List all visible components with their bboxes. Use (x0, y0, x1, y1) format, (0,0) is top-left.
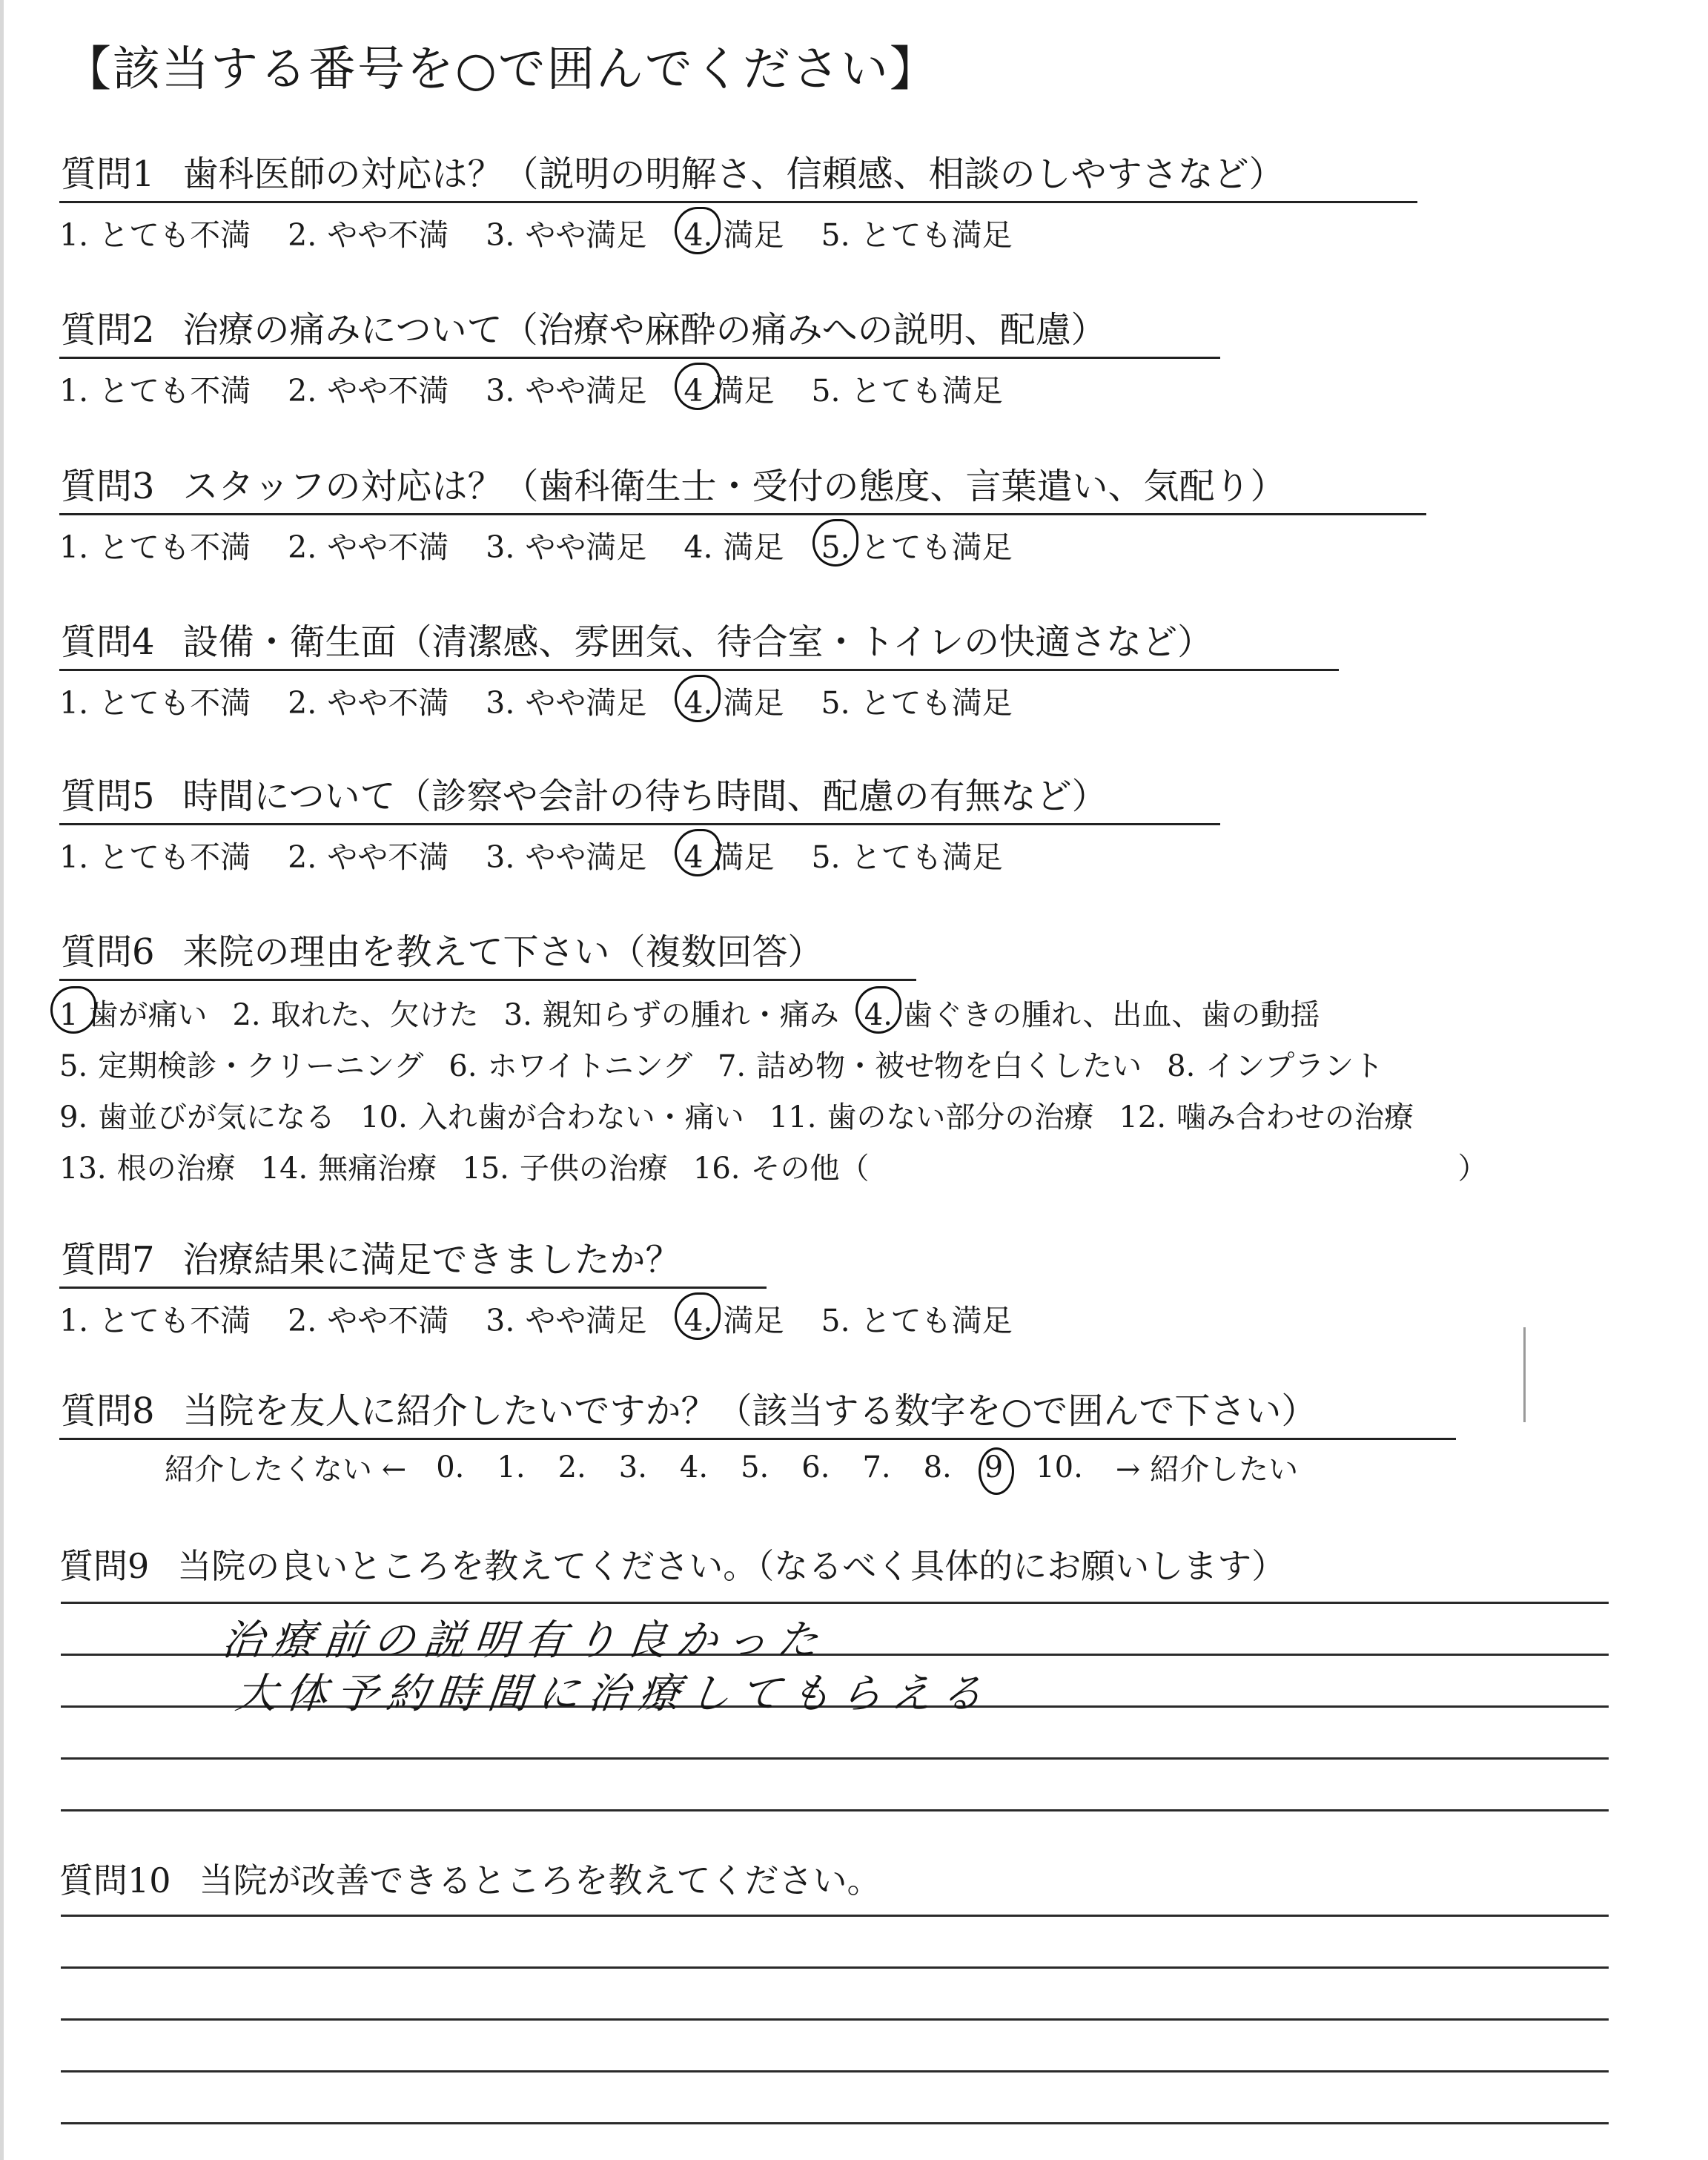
answer-option-4[interactable] (683, 1296, 784, 1340)
answer-options (59, 366, 1220, 410)
reason-row (59, 990, 1488, 1041)
option-number: 12. (1119, 1100, 1167, 1135)
option-number: 8. (1167, 1049, 1196, 1083)
option-number: 1. (59, 685, 89, 721)
question-text: 当院が改善できるところを教えてください。 (199, 1860, 881, 1900)
option-label: 無痛治療 (318, 1152, 437, 1186)
answer-option-5[interactable] (821, 523, 1013, 567)
answer-option-2[interactable] (288, 211, 448, 254)
reason-option[interactable] (232, 990, 478, 1041)
reason-option[interactable] (261, 1143, 437, 1195)
question-number: 質問6 (61, 931, 155, 973)
option-number: 3. (486, 529, 515, 565)
selected-circle-mark: 1 (59, 990, 78, 1041)
other-close-paren: ） (1457, 1152, 1488, 1186)
option-label: ホワイトニング (487, 1049, 692, 1083)
option-label: 歯ぐきの腫れ、出血、歯の動揺 (902, 998, 1320, 1032)
reason-option[interactable] (448, 1041, 692, 1092)
option-label: 入れ歯が合わない・痛い (417, 1100, 744, 1135)
reason-row (59, 1041, 1488, 1092)
reason-option[interactable] (59, 1041, 423, 1092)
answer-line (61, 1809, 1609, 1811)
question-7-heading (59, 1231, 767, 1289)
option-label: 定期検診・クリーニング (98, 1049, 424, 1083)
answer-option-4[interactable] (683, 833, 774, 876)
question-number: 質問4 (61, 621, 155, 663)
option-label: その他（ (750, 1152, 870, 1186)
answer-options (59, 1296, 1050, 1340)
answer-option-2[interactable] (288, 523, 448, 567)
question-number: 質問1 (61, 153, 155, 195)
scale-left-label: 紹介したくない ← (165, 1453, 407, 1487)
question-6 (59, 923, 1488, 1195)
option-label: とても不満 (99, 217, 251, 253)
option-label: やや満足 (525, 529, 647, 565)
option-label: とても満足 (860, 529, 1013, 565)
answer-options (59, 523, 1426, 567)
scale-value[interactable]: 4. (679, 1450, 709, 1484)
answer-line (61, 1966, 1609, 1969)
option-number: 2. (288, 1303, 317, 1338)
option-number: 5. (811, 839, 841, 875)
option-number: 4. (683, 529, 713, 565)
reason-option[interactable] (1167, 1041, 1383, 1092)
option-label: やや不満 (327, 217, 449, 253)
reason-option[interactable] (504, 990, 839, 1041)
answer-option-4[interactable] (683, 678, 784, 722)
answer-line (61, 2018, 1609, 2021)
option-label: やや不満 (327, 529, 449, 565)
margin-mark (1523, 1327, 1526, 1422)
option-number: 2. (288, 839, 317, 875)
scale-value[interactable]: 9 (984, 1450, 1004, 1484)
answer-options (59, 678, 1339, 722)
answer-option-5[interactable] (821, 678, 1013, 722)
option-number: 14. (260, 1152, 308, 1186)
option-label: とても不満 (99, 685, 251, 721)
option-label: 満足 (723, 685, 784, 721)
option-label: 噛み合わせの治療 (1176, 1100, 1414, 1135)
option-label: とても不満 (99, 529, 251, 565)
option-label: やや満足 (525, 373, 647, 409)
scale-value[interactable]: 0. (436, 1450, 465, 1484)
scale-value[interactable]: 6. (801, 1450, 830, 1484)
option-number: 2. (288, 685, 317, 721)
selected-circle-mark: 5. (821, 529, 850, 565)
selected-circle-mark: 4. (683, 685, 713, 721)
answer-option-4[interactable] (683, 211, 784, 254)
option-number: 3. (486, 685, 515, 721)
option-label: 満足 (723, 217, 784, 253)
answer-line (61, 2122, 1609, 2124)
option-label: やや不満 (327, 1303, 449, 1338)
question-4-heading (59, 613, 1339, 671)
answer-line (61, 1602, 1609, 1604)
answer-option-2[interactable] (288, 1296, 448, 1340)
option-label: 歯のない部分の治療 (827, 1100, 1094, 1135)
answer-option-3[interactable] (486, 678, 646, 722)
option-label: とても満足 (850, 839, 1003, 875)
option-number: 1. (59, 373, 89, 409)
option-label: 根の治療 (116, 1152, 236, 1186)
answer-option-5[interactable] (811, 833, 1002, 876)
answer-option-4[interactable] (683, 366, 774, 410)
answer-option-1[interactable] (59, 833, 251, 876)
handwritten-answer-1: 治療前の説明有り良かった (219, 1616, 830, 1665)
question-text: 当院の良いところを教えてください。（なるべく具体的にお願いします） (177, 1546, 1286, 1586)
answer-option-1[interactable] (59, 523, 251, 567)
option-number: 1. (59, 839, 89, 875)
option-label: とても不満 (99, 839, 251, 875)
reason-option[interactable] (59, 1092, 335, 1143)
option-number: 3. (486, 1303, 515, 1338)
answer-option-1[interactable] (59, 678, 251, 722)
question-2 (59, 301, 1220, 410)
answer-options (59, 211, 1417, 254)
question-5 (59, 767, 1220, 876)
question-4 (59, 613, 1339, 722)
question-8-heading (59, 1382, 1456, 1440)
option-label: とても不満 (99, 373, 251, 409)
option-number: 1. (59, 1303, 89, 1338)
answer-option-3[interactable] (486, 211, 646, 254)
option-number: 3. (486, 839, 515, 875)
reason-option[interactable] (59, 990, 207, 1041)
answer-option-1[interactable] (59, 366, 251, 410)
scale-right-label: → 紹介したい (1115, 1453, 1299, 1487)
question-10 (59, 1854, 881, 1903)
reason-option[interactable] (769, 1092, 1094, 1143)
answer-options (59, 833, 1220, 876)
selected-circle-mark: 4 (683, 839, 704, 875)
option-label: 歯が痛い (88, 998, 208, 1032)
option-number: 6. (448, 1049, 477, 1083)
reason-row (59, 1092, 1488, 1143)
reason-option[interactable] (718, 1041, 1142, 1092)
answer-option-2[interactable] (288, 833, 448, 876)
option-label: やや満足 (525, 839, 647, 875)
option-label: やや満足 (525, 685, 647, 721)
option-label: とても満足 (850, 373, 1003, 409)
option-label: 満足 (723, 1303, 784, 1338)
reason-option[interactable] (59, 1143, 236, 1195)
option-label: やや満足 (525, 1303, 647, 1338)
scale-value[interactable]: 10. (1036, 1450, 1083, 1484)
answer-option-1[interactable] (59, 211, 251, 254)
option-number: 3. (486, 373, 515, 409)
answer-line (61, 2070, 1609, 2073)
option-label: やや不満 (327, 839, 449, 875)
option-number: 5. (821, 685, 850, 721)
question-text: 歯科医師の対応は？（説明の明解さ、信頼感、相談のしやすさなど） (182, 153, 1285, 195)
reason-row (59, 1143, 1488, 1195)
question-number: 質問9 (59, 1546, 150, 1586)
question-number: 質問8 (61, 1390, 155, 1432)
option-label: とても不満 (99, 1303, 251, 1338)
question-text: 設備・衛生面（清潔感、雰囲気、待合室・トイレの快適さなど） (182, 621, 1214, 663)
selected-circle-mark: 4. (683, 1303, 713, 1338)
reason-option[interactable] (693, 1143, 870, 1195)
answer-option-3[interactable] (486, 366, 646, 410)
option-label: とても満足 (860, 217, 1013, 253)
scale-value[interactable]: 7. (862, 1450, 891, 1484)
option-number: 1. (59, 217, 89, 253)
reason-option[interactable] (864, 990, 1320, 1041)
option-number: 7. (717, 1049, 747, 1083)
question-3 (59, 458, 1426, 567)
selected-circle-mark: 4. (864, 990, 893, 1041)
scan-edge (0, 0, 4, 2160)
option-label: 子供の治療 (519, 1152, 668, 1186)
question-5-heading (59, 767, 1220, 825)
option-number: 5. (811, 373, 841, 409)
option-label: 満足 (723, 529, 784, 565)
option-number: 5. (59, 1049, 88, 1083)
option-number: 9. (59, 1100, 88, 1135)
option-label: 満足 (713, 373, 775, 409)
question-number: 質問5 (61, 776, 155, 817)
option-label: 親知らずの腫れ・痛み (542, 998, 839, 1032)
answer-option-4[interactable] (683, 523, 784, 567)
option-label: 詰め物・被せ物を白くしたい (756, 1049, 1142, 1083)
question-8 (59, 1382, 1456, 1440)
selected-circle-mark: 4. (683, 217, 713, 253)
page-title: 【該当する番号を○で囲んでください】 (64, 42, 939, 97)
answer-option-2[interactable] (288, 678, 448, 722)
answer-line (61, 1757, 1609, 1760)
option-number: 15. (462, 1152, 509, 1186)
option-number: 2. (288, 373, 317, 409)
question-text: 時間について（診察や会計の待ち時間、配慮の有無など） (182, 776, 1108, 817)
question-number: 質問2 (61, 309, 155, 351)
option-label: やや満足 (525, 217, 647, 253)
selected-circle-mark: 4 (683, 373, 704, 409)
option-label: やや不満 (327, 685, 449, 721)
option-label: やや不満 (327, 373, 449, 409)
scale-value[interactable]: 8. (923, 1450, 952, 1484)
question-6-heading (59, 923, 916, 981)
option-number: 3. (503, 998, 532, 1032)
question-text: 来院の理由を教えて下さい（複数回答） (182, 931, 824, 973)
option-label: 取れた、欠けた (271, 998, 479, 1032)
reason-options (59, 990, 1488, 1195)
question-1 (59, 145, 1417, 254)
option-label: インプラント (1205, 1049, 1384, 1083)
question-text: 治療の痛みについて（治療や麻酔の痛みへの説明、配慮） (182, 309, 1107, 351)
answer-option-5[interactable] (821, 1296, 1013, 1340)
question-text: 当院を友人に紹介したいですか？（該当する数字を○で囲んで下さい） (182, 1390, 1317, 1432)
reason-option[interactable] (1119, 1092, 1414, 1143)
scale-value[interactable]: 3. (618, 1450, 647, 1484)
option-number: 2. (288, 529, 317, 565)
answer-line (61, 1915, 1609, 1917)
scale-value[interactable]: 2. (557, 1450, 586, 1484)
answer-option-5[interactable] (811, 366, 1002, 410)
option-number: 5. (821, 217, 850, 253)
answer-option-3[interactable] (486, 1296, 646, 1340)
option-number: 2. (288, 217, 317, 253)
option-number: 16. (692, 1152, 741, 1186)
reason-option[interactable] (360, 1092, 744, 1143)
question-3-heading (59, 458, 1426, 515)
option-label: とても満足 (860, 1303, 1013, 1338)
question-1-heading (59, 145, 1417, 203)
question-number: 質問7 (61, 1239, 155, 1281)
question-number: 質問10 (59, 1860, 171, 1900)
option-label: とても満足 (860, 685, 1013, 721)
question-2-heading (59, 301, 1220, 359)
answer-option-1[interactable] (59, 1296, 251, 1340)
answer-option-3[interactable] (486, 523, 646, 567)
handwritten-answer-2: 大体予約時間に治療してもらえる (233, 1670, 994, 1718)
option-number: 13. (59, 1152, 107, 1186)
recommend-scale (165, 1446, 1298, 1488)
question-9 (59, 1539, 1285, 1588)
answer-option-5[interactable] (821, 211, 1013, 254)
question-number: 質問3 (61, 466, 155, 507)
answer-option-2[interactable] (288, 366, 448, 410)
option-number: 11. (769, 1100, 817, 1135)
option-number: 10. (360, 1100, 408, 1135)
question-text: スタッフの対応は？（歯科衛生士・受付の態度、言葉遣い、気配り） (182, 466, 1286, 507)
option-number: 3. (486, 217, 515, 253)
reason-option[interactable] (462, 1143, 668, 1195)
option-number: 5. (821, 1303, 850, 1338)
option-number: 2. (232, 998, 261, 1032)
option-label: 歯並びが気になる (98, 1100, 336, 1135)
question-text: 治療結果に満足できましたか？ (182, 1239, 681, 1281)
option-number: 1. (59, 529, 89, 565)
scale-value[interactable]: 5. (741, 1450, 769, 1484)
scale-value[interactable]: 1. (497, 1450, 526, 1484)
answer-option-3[interactable] (486, 833, 646, 876)
option-label: 満足 (713, 839, 775, 875)
question-7 (59, 1231, 1050, 1340)
